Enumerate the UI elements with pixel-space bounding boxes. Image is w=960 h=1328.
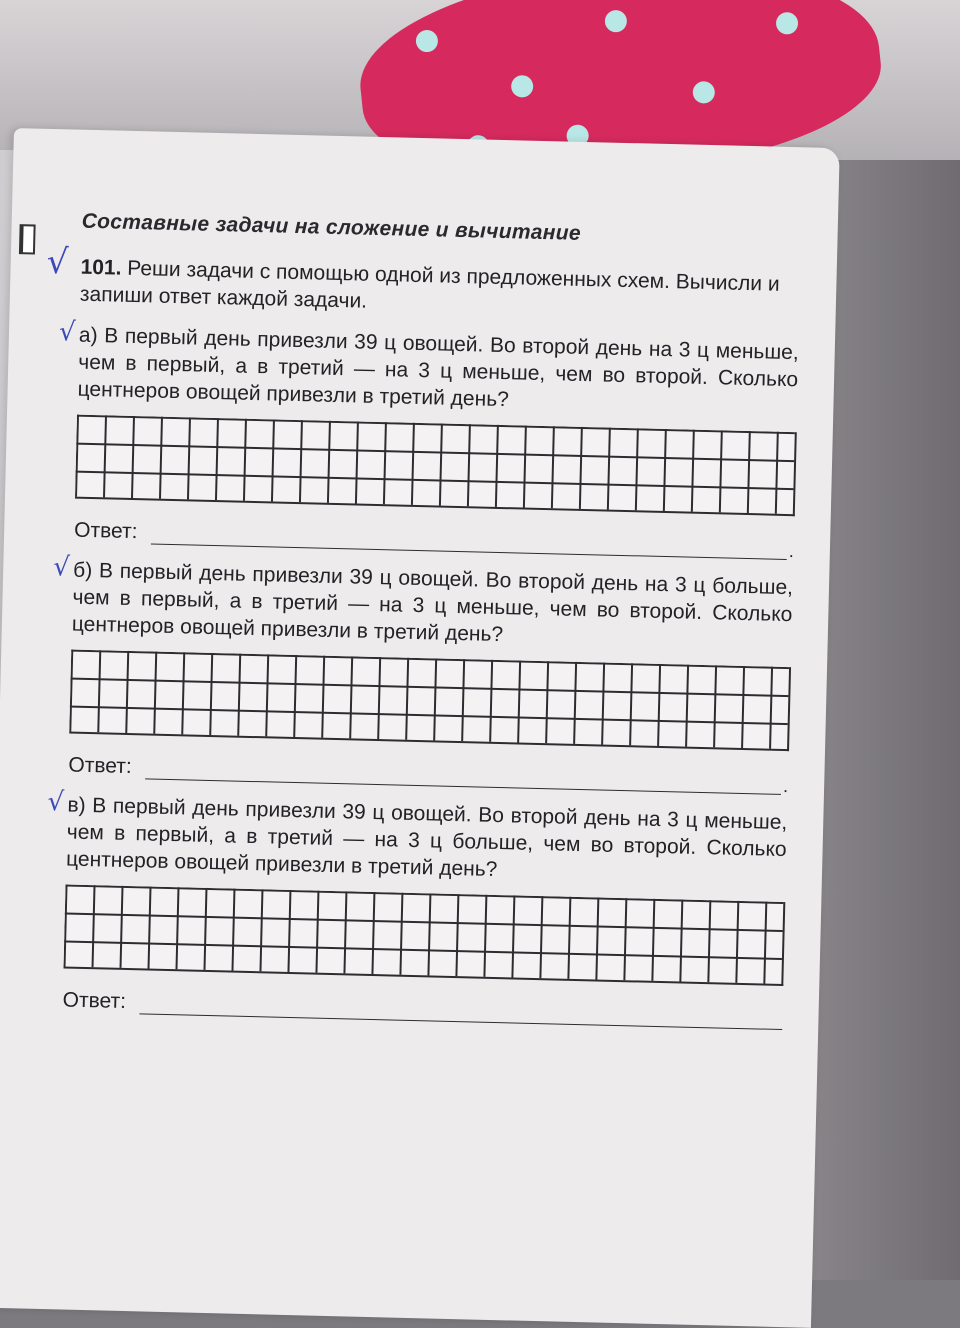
answer-grid-b[interactable] — [69, 650, 791, 752]
answer-row-c — [62, 988, 782, 1030]
problem-letter: б) — [72, 558, 93, 583]
problem-c — [47, 787, 788, 891]
answer-row-a: Ответ: . — [73, 518, 795, 562]
answer-line[interactable] — [140, 995, 783, 1030]
workbook-page — [0, 128, 840, 1328]
answer-row-b: Ответ: . — [68, 753, 789, 797]
answer-label: Ответ: — [68, 753, 133, 779]
problem-text: В первый день привезли 39 ц овощей. Во второй день на 3 ц больше, чем в первый, а в третий — на 3 ц меньше, чем во второй. Сколько центнеров овощей привезли в третий день? — [71, 559, 794, 647]
section-marker — [19, 224, 36, 254]
problem-letter: а) — [78, 323, 98, 348]
answer-line[interactable] — [145, 760, 781, 795]
problem-b — [52, 552, 794, 656]
task-header — [46, 241, 801, 326]
task-instruction: Реши задачи с помощью одной из предложенных схем. Вычисли и запиши ответ каждой задачи. — [79, 256, 780, 313]
problem-letter: в) — [67, 793, 86, 817]
check-mark-icon: √ — [52, 552, 71, 583]
check-mark-icon: √ — [46, 241, 69, 283]
check-mark-icon: √ — [58, 317, 76, 348]
check-mark-icon: √ — [47, 787, 65, 818]
answer-grid-a[interactable] — [75, 415, 797, 517]
answer-grid-c[interactable] — [63, 884, 785, 986]
answer-label: Ответ: — [62, 988, 127, 1013]
answer-label: Ответ: — [73, 518, 138, 544]
section-title: Составные задачи на сложение и вычитание — [81, 209, 582, 245]
problem-a — [58, 317, 800, 421]
task-number: 101. — [80, 255, 122, 280]
problem-text: В первый день привезли 39 ц овощей. Во второй день на 3 ц меньше, чем в первый, а в третий — на 3 ц меньше, чем во второй. Сколько центнеров овощей привезли в третий день? — [77, 324, 800, 412]
answer-line[interactable] — [151, 525, 787, 560]
problem-text: В первый день привезли 39 ц овощей. Во второй день на 3 ц меньше, чем в первый, а в третий — на 3 ц больше, чем во второй. Сколько центнеров овощей привезли в третий день? — [65, 794, 788, 882]
